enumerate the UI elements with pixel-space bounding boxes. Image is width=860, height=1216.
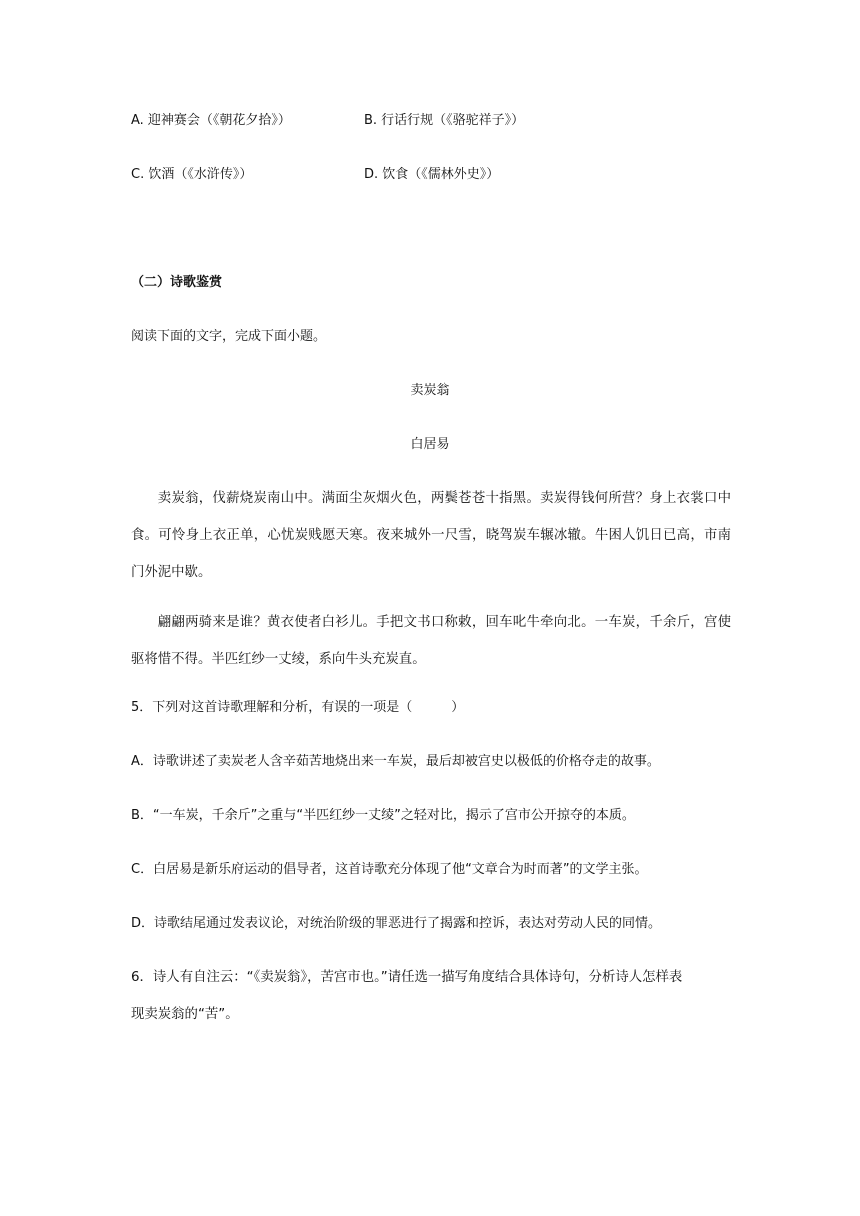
option-b: B. 行话行规（《骆驼祥子》） xyxy=(364,113,525,128)
poem-paragraph-1: 卖炭翁，伐薪烧炭南山中。满面尘灰烟火色，两鬓苍苍十指黑。卖炭得钱何所营？身上衣裳口中食。可怜身上衣正单，心忧炭贱愿天寒。夜来城外一尺雪，晓驾炭车辗冰辙。牛困人饥日已高，市南门外泥中歇。 xyxy=(131,491,731,580)
option-d: D. 饮食（《儒林外史》） xyxy=(364,167,500,182)
question-6-line-1: 6．诗人有自注云：“《卖炭翁》，苦宫市也。”请任选一描写角度结合具体诗句，分析诗人怎样表 xyxy=(131,970,683,985)
question-5-option-a: A．诗歌讲述了卖炭老人含辛茹苦地烧出来一车炭，最后却被宫史以极低的价格夺走的故事。 xyxy=(131,754,660,769)
section-heading: （二）诗歌鉴赏 xyxy=(131,275,223,290)
poem-title: 卖炭翁 xyxy=(410,383,450,398)
question-5-option-c: C．白居易是新乐府运动的倡导者，这首诗歌充分体现了他“文章合为时而著”的文学主张。 xyxy=(131,862,648,877)
poem-author: 白居易 xyxy=(410,437,450,452)
question-5-option-d: D．诗歌结尾通过发表议论，对统治阶级的罪恶进行了揭露和控诉，表达对劳动人民的同情。 xyxy=(131,916,662,931)
question-6-line-2: 现卖炭翁的“苦”。 xyxy=(131,1007,239,1022)
poem-paragraph-2: 翩翩两骑来是谁？黄衣使者白衫儿。手把文书口称敕，回车叱牛牵向北。一车炭，千余斤，宫使驱将惜不得。半匹红纱一丈绫，系向牛头充炭直。 xyxy=(131,615,731,667)
question-5-stem: 5．下列对这首诗歌理解和分析，有误的一项是（ ） xyxy=(131,700,465,715)
section-instruction: 阅读下面的文字，完成下面小题。 xyxy=(131,329,327,344)
option-a: A. 迎神赛会（《朝花夕拾》） xyxy=(131,113,291,128)
question-5-option-b: B．“一车炭，千余斤”之重与“半匹红纱一丈绫”之轻对比，揭示了宫市公开掠夺的本质。 xyxy=(131,808,635,823)
option-c: C. 饮酒（《水浒传》） xyxy=(131,167,253,182)
